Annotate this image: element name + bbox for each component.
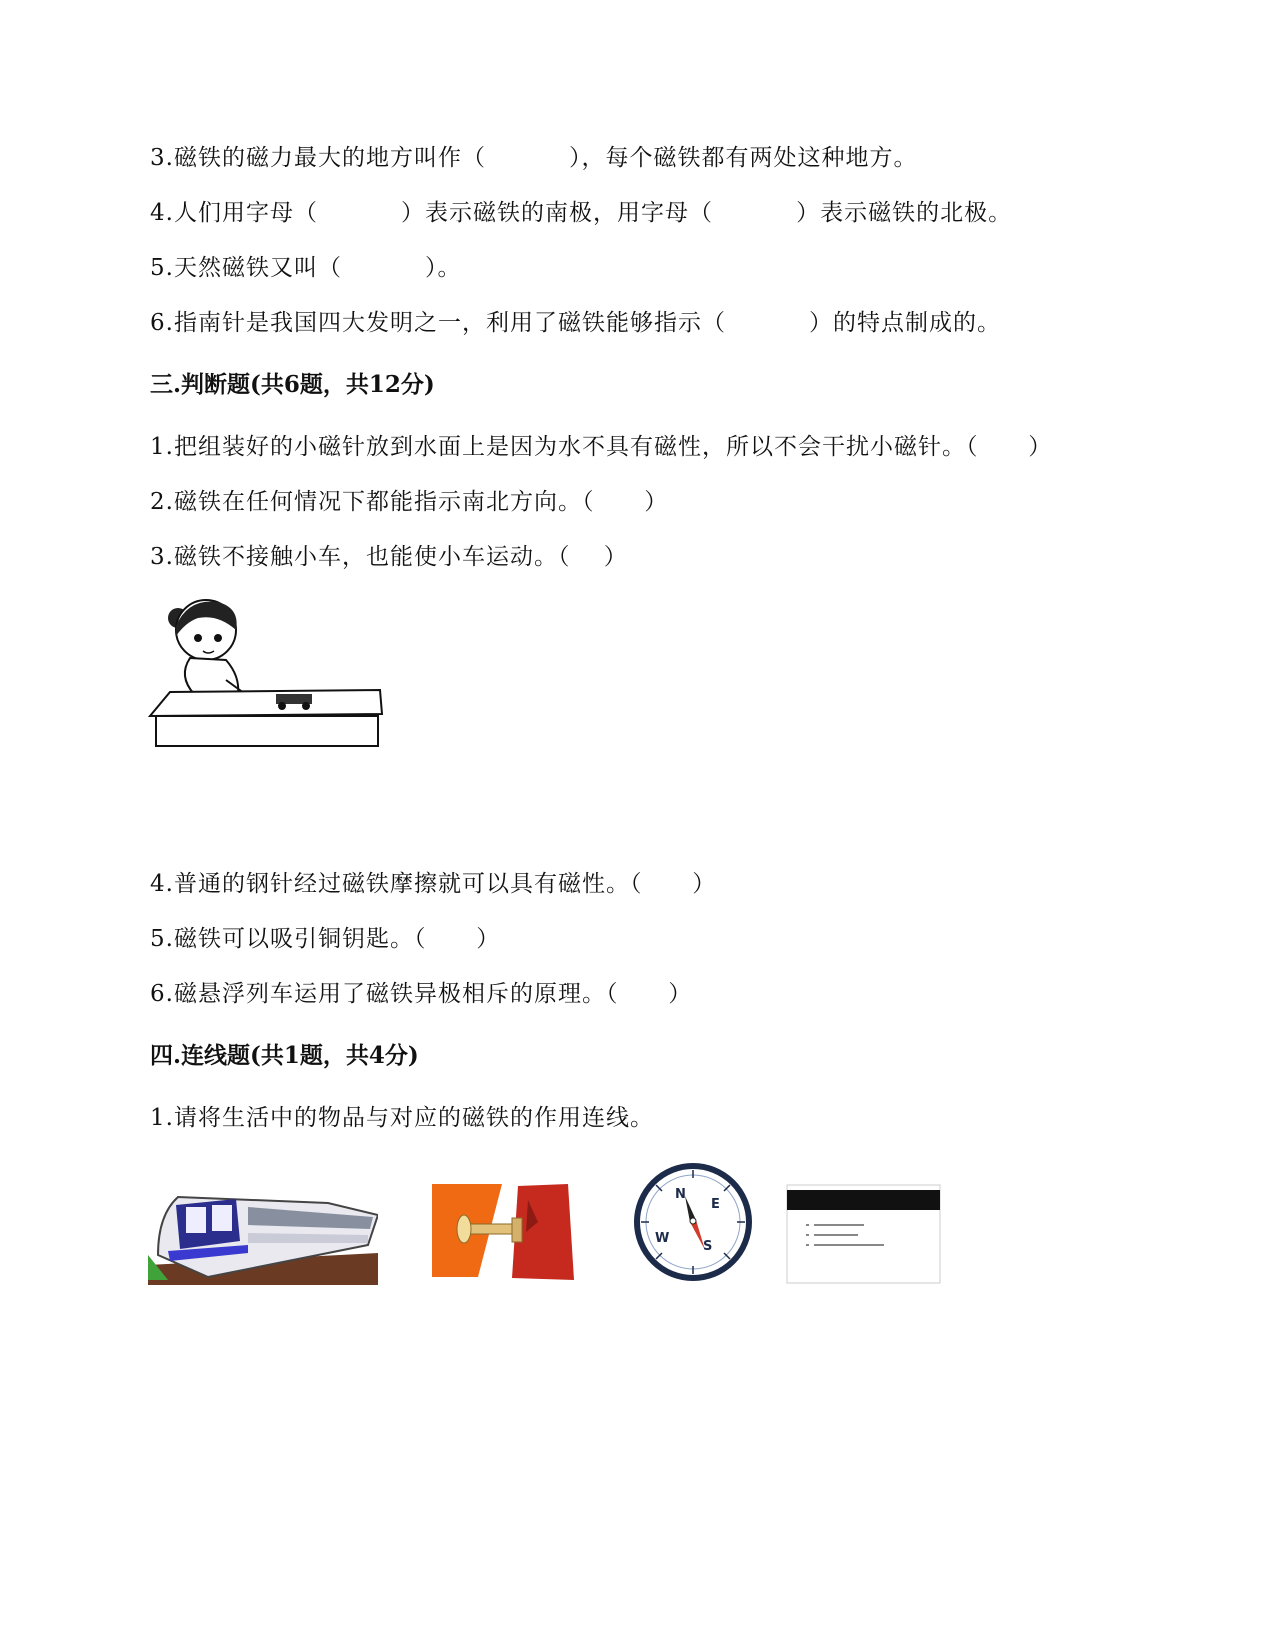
fill-blank-question-6: 6.指南针是我国四大发明之一，利用了磁铁能够指示（ ）的特点制成的。 <box>150 310 1002 336</box>
section-4-heading: 四.连线题(共1题，共4分) <box>150 1042 419 1069</box>
fill-blank-question-5: 5.天然磁铁又叫（ ）。 <box>150 255 462 281</box>
judge-question-4: 4.普通的钢针经过磁铁摩擦就可以具有磁性。（ ） <box>150 871 717 897</box>
judge-question-5: 5.磁铁可以吸引铜钥匙。（ ） <box>150 926 501 952</box>
judge-question-1: 1.把组装好的小磁针放到水面上是因为水不具有磁性，所以不会干扰小磁针。（ ） <box>150 434 1053 460</box>
compass-letter-s: S <box>703 1239 713 1254</box>
matching-question-1: 1.请将生活中的物品与对应的磁铁的作用连线。 <box>150 1105 654 1131</box>
fill-blank-question-4: 4.人们用字母（ ）表示磁铁的南极，用字母（ ）表示磁铁的北极。 <box>150 200 1013 226</box>
door-magnet-picture <box>428 1182 578 1282</box>
judge-question-2: 2.磁铁在任何情况下都能指示南北方向。（ ） <box>150 489 669 515</box>
compass-letter-n: N <box>675 1187 686 1202</box>
compass-letter-e: E <box>711 1197 720 1212</box>
maglev-train-picture <box>148 1185 378 1285</box>
compass-picture <box>633 1162 753 1282</box>
judge-question-3: 3.磁铁不接触小车，也能使小车运动。（ ） <box>150 544 628 570</box>
section-3-heading: 三.判断题(共6题，共12分) <box>150 371 435 398</box>
judge-question-6: 6.磁悬浮列车运用了磁铁异极相斥的原理。（ ） <box>150 981 693 1007</box>
magnetic-stripe-card-picture <box>786 1184 941 1284</box>
fill-blank-question-3: 3.磁铁的磁力最大的地方叫作（ ），每个磁铁都有两处这种地方。 <box>150 145 918 171</box>
girl-with-toy-car-illustration <box>148 596 398 766</box>
compass-letter-w: W <box>655 1231 670 1246</box>
